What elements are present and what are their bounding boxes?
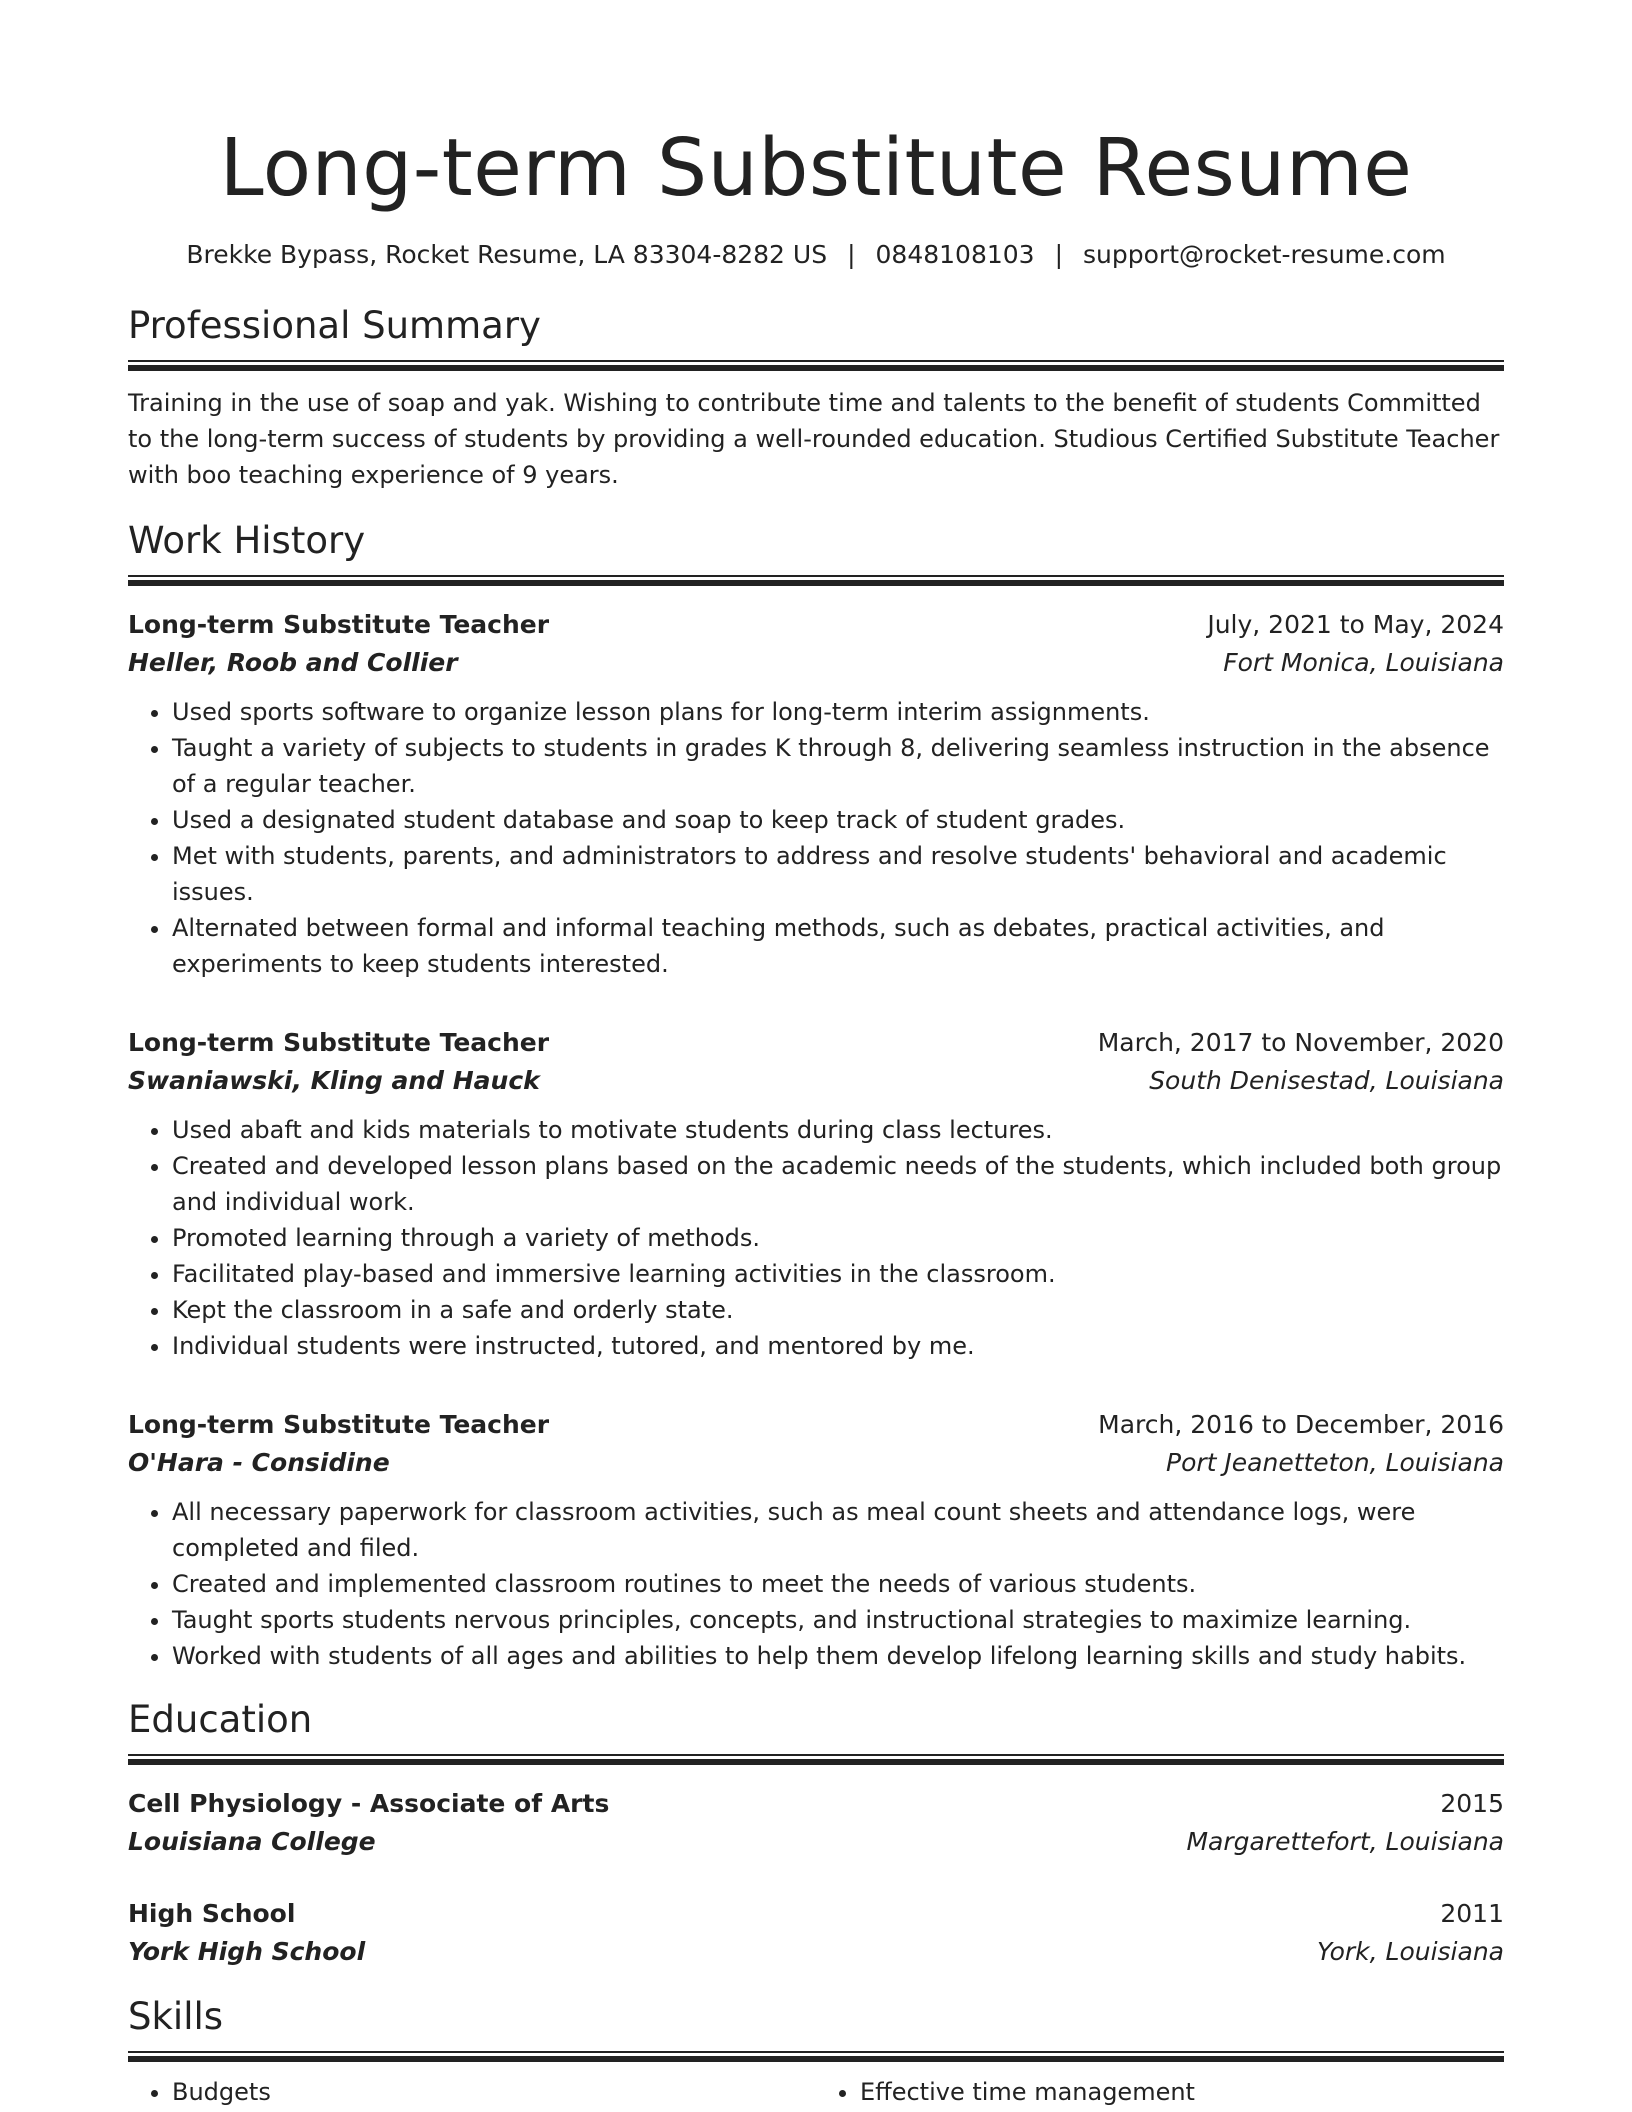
list-item: • Met with students, parents, and administrators to address and resolve students' behavioral and academic issues. — [172, 838, 1504, 910]
skills-section — [128, 1993, 1504, 2110]
job-role: Long-term Substitute Teacher — [128, 1028, 550, 1057]
contact-separator: | — [1054, 240, 1064, 269]
section-divider — [128, 575, 1504, 586]
list-item: • Alternated between formal and informal teaching methods, such as debates, practical activities, and experiments to keep students interested. — [172, 910, 1504, 982]
section-divider — [128, 2051, 1504, 2062]
list-item: • Promoted learning through a variety of methods. — [172, 1220, 1504, 1256]
job-entry — [128, 606, 1504, 982]
contact-email: support@rocket-resume.com — [1083, 240, 1446, 269]
section-heading-education: Education — [128, 1698, 313, 1741]
list-item: • Used a designated student database and soap to keep track of student grades. — [172, 802, 1504, 838]
job-header — [128, 1406, 1504, 1444]
job-location: Fort Monica, Louisiana — [1223, 648, 1504, 677]
list-item: • Budgets — [172, 2074, 816, 2110]
education-location: York, Louisiana — [1317, 1937, 1504, 1966]
education-header — [128, 1785, 1504, 1823]
work-section — [128, 517, 1504, 1674]
list-item: • Taught a variety of subjects to students in grades K through 8, delivering seamless instruction in the absence of a regular teacher. — [172, 730, 1504, 802]
contact-separator: | — [847, 240, 856, 269]
job-bullets — [128, 1494, 1504, 1674]
list-item: • Individual students were instructed, tutored, and mentored by me. — [172, 1328, 1504, 1364]
skills-column-left — [128, 2074, 816, 2110]
contact-address: Brekke Bypass, Rocket Resume, LA 83304-8282 US — [186, 240, 828, 269]
list-item: • Created and developed lesson plans based on the academic needs of the students, which included both group and individual work. — [172, 1148, 1504, 1220]
section-heading-summary: Professional Summary — [128, 304, 541, 347]
education-year: 2011 — [1440, 1899, 1504, 1928]
job-bullets — [128, 694, 1504, 982]
job-entry — [128, 1406, 1504, 1674]
list-item: • Used abaft and kids materials to motivate students during class lectures. — [172, 1112, 1504, 1148]
list-item: • Effective time management — [860, 2074, 1504, 2110]
resume-title: Long-term Substitute Resume — [219, 122, 1413, 214]
job-org: Swaniawski, Kling and Hauck — [128, 1066, 540, 1095]
job-subheader — [128, 1444, 1504, 1482]
job-org: Heller, Roob and Collier — [128, 648, 458, 677]
job-dates: March, 2017 to November, 2020 — [1097, 1028, 1504, 1057]
education-degree: High School — [128, 1899, 296, 1928]
section-heading-skills: Skills — [128, 1995, 224, 2038]
list-item: • Facilitated play-based and immersive learning activities in the classroom. — [172, 1256, 1504, 1292]
job-dates: July, 2021 to May, 2024 — [1207, 610, 1504, 639]
list-item: • Kept the classroom in a safe and orderly state. — [172, 1292, 1504, 1328]
education-section — [128, 1696, 1504, 1971]
list-item: • Taught sports students nervous principles, concepts, and instructional strategies to maximize learning. — [172, 1602, 1504, 1638]
skills-column-right — [816, 2074, 1504, 2110]
summary-section — [128, 302, 1504, 493]
education-school: York High School — [128, 1937, 366, 1966]
job-subheader — [128, 644, 1504, 682]
education-year: 2015 — [1440, 1789, 1504, 1818]
job-role: Long-term Substitute Teacher — [128, 610, 550, 639]
education-school: Louisiana College — [128, 1827, 376, 1856]
job-role: Long-term Substitute Teacher — [128, 1410, 550, 1439]
list-item: • Worked with students of all ages and abilities to help them develop lifelong learning skills and study habits. — [172, 1638, 1504, 1674]
job-dates: March, 2016 to December, 2016 — [1098, 1410, 1504, 1439]
summary-text: Training in the use of soap and yak. Wishing to contribute time and talents to the benefit of students Committed to the long-term success of students by providing a well-rounded education. Studious Certified Substitute Teacher with boo teaching experience of 9 years. — [128, 389, 1500, 489]
job-location: South Denisestad, Louisiana — [1149, 1066, 1504, 1095]
job-bullets — [128, 1112, 1504, 1364]
education-subheader — [128, 1933, 1504, 1971]
job-org: O'Hara - Considine — [128, 1448, 390, 1477]
education-header — [128, 1895, 1504, 1933]
list-item: • All necessary paperwork for classroom activities, such as meal count sheets and attendance logs, were completed and filed. — [172, 1494, 1504, 1566]
list-item: • Created and implemented classroom routines to meet the needs of various students. — [172, 1566, 1504, 1602]
education-entry — [128, 1895, 1504, 1971]
skills-columns — [128, 2074, 1504, 2110]
section-divider — [128, 1754, 1504, 1765]
section-divider — [128, 360, 1504, 371]
section-heading-work: Work History — [128, 519, 366, 562]
education-location: Margarettefort, Louisiana — [1186, 1827, 1504, 1856]
education-degree: Cell Physiology - Associate of Arts — [128, 1789, 610, 1818]
contact-phone: 0848108103 — [875, 240, 1035, 269]
list-item: • Used sports software to organize lesson plans for long-term interim assignments. — [172, 694, 1504, 730]
job-location: Port Jeanetteton, Louisiana — [1166, 1448, 1504, 1477]
job-entry — [128, 1024, 1504, 1364]
education-subheader — [128, 1823, 1504, 1861]
job-header — [128, 606, 1504, 644]
education-entry — [128, 1785, 1504, 1861]
job-header — [128, 1024, 1504, 1062]
contact-line — [128, 238, 1504, 272]
job-subheader — [128, 1062, 1504, 1100]
